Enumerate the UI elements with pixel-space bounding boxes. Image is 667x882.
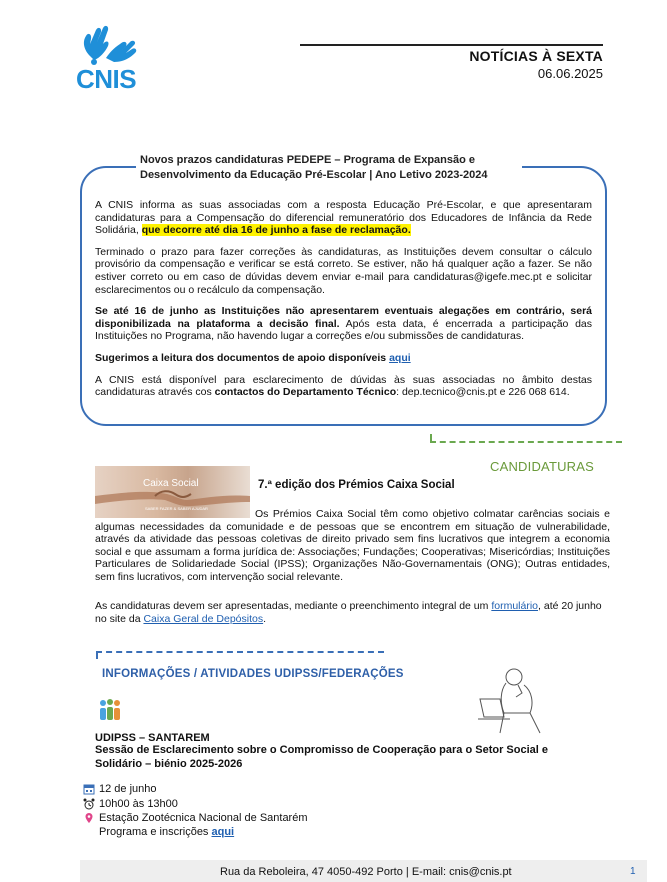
notice-paragraph: A CNIS está disponível para esclarecimento de dúvidas às suas associadas no âmbito destas candidaturas através cos contactos do Departamento Técnico: dep.tecnico@cnis.pt e 226 068 614.	[95, 373, 592, 399]
event-place-row	[83, 812, 308, 824]
people-group-icon	[97, 698, 123, 722]
section-label-informacoes: INFORMAÇÕES / ATIVIDADES UDIPSS/FEDERAÇÕES	[102, 668, 404, 680]
program-link[interactable]: aqui	[211, 826, 235, 838]
event-place: Estação Zootécnica Nacional de Santarém	[99, 812, 308, 824]
cnis-logo	[76, 22, 140, 94]
person-laptop-sketch	[470, 663, 560, 735]
map-pin-icon	[83, 812, 95, 824]
highlight-deadline: que decorre até dia 16 de junho a fase de reclamação.	[141, 224, 411, 237]
event-title: Sessão de Esclarecimento sobre o Compromisso de Cooperação para o Setor Social e Solidário – biénio 2025-2026	[95, 744, 548, 770]
calendar-icon	[83, 783, 95, 795]
notice-paragraph: A CNIS informa as suas associadas com a resposta Educação Pré-Escolar, e que apresentaram candidaturas para a Compensação do diferencial remuneratório dos Educadores de Infância da Rede Solidária, que decorre até dia 16 de junho a fase de reclamação.	[95, 199, 592, 237]
cgd-link[interactable]: Caixa Geral de Depósitos	[143, 612, 264, 625]
event-date: 12 de junho	[99, 783, 157, 795]
logo-text: CNIS	[76, 64, 137, 94]
award-title: 7.ª edição dos Prémios Caixa Social	[258, 479, 455, 491]
event-time-row	[83, 798, 178, 810]
image-caption: Caixa Social	[143, 478, 199, 489]
support-docs-link[interactable]: aqui	[389, 351, 411, 364]
event-organizer: UDIPSS – SANTAREM	[95, 732, 210, 744]
newsletter-date: 06.06.2025	[537, 66, 603, 81]
section-label-candidaturas: CANDIDATURAS	[490, 459, 595, 474]
footer-address: Rua da Reboleira, 47 4050-492 Porto | E-mail: cnis@cnis.pt	[220, 866, 512, 878]
notice-body	[95, 199, 592, 408]
event-time: 10h00 às 13h00	[99, 798, 178, 810]
award-description: Os Prémios Caixa Social têm como objetivo colmatar carências sociais e algumas necessidades da comunidade e de pessoas que se encontrem em situação de vulnerabilidade, através da atividade das pessoas coletivas de direito privado sem fins lucrativos que integrem a economia social e que assumam a forma jurídica de: Associações; Fundações; Cooperativas; Misericórdias; Instituições Particulares de Solidariedade Social (IPSS); Organizações Não-Governamentais (ONG); Outras entidades, sem fins lucrativos, com intervenção social relevante.	[95, 508, 610, 583]
alarm-clock-icon	[83, 798, 95, 810]
hands-icon	[76, 22, 140, 66]
event-program: Programa e inscrições aqui	[99, 826, 235, 838]
form-link[interactable]: formulário	[491, 600, 539, 612]
newsletter-title: NOTÍCIAS À SEXTA	[469, 48, 603, 64]
event-date-row	[83, 783, 157, 795]
section-divider	[430, 441, 622, 443]
award-application: As candidaturas devem ser apresentadas, mediante o preenchimento integral de um formulário, até 20 junho no site da Caixa Geral de Depósitos.	[95, 600, 602, 625]
notice-title: Novos prazos candidaturas PEDEPE – Programa de Expansão e Desenvolvimento da Educação Pré-Escolar | Ano Letivo 2023-2024	[136, 153, 522, 183]
image-subcaption: SABER FAZER & SABER AJUDAR	[145, 506, 208, 511]
page-number: 1	[630, 866, 636, 877]
header-rule	[300, 44, 603, 46]
notice-paragraph: Se até 16 de junho as Instituições não apresentarem eventuais alegações em contrário, será disponibilizada na plataforma a decisão final. Após esta data, é encerrada a participação das Instituições no Programa, não havendo lugar a correções e/ou submissões de candidaturas.	[95, 305, 592, 343]
section-divider	[96, 651, 384, 653]
notice-paragraph: Terminado o prazo para fazer correções às candidaturas, as Instituições devem consultar o cálculo provisório da compensação e verificar se está correto. Se estiver, não há qualquer ação a fazer. Se não estiver correto ou em caso de dúvidas devem enviar e-mail para candidaturas@igefe.mec.pt e solicitar esclarecimentos ou o recálculo da compensação.	[95, 245, 592, 296]
notice-paragraph: Sugerimos a leitura dos documentos de apoio disponíveis aqui	[95, 351, 411, 364]
